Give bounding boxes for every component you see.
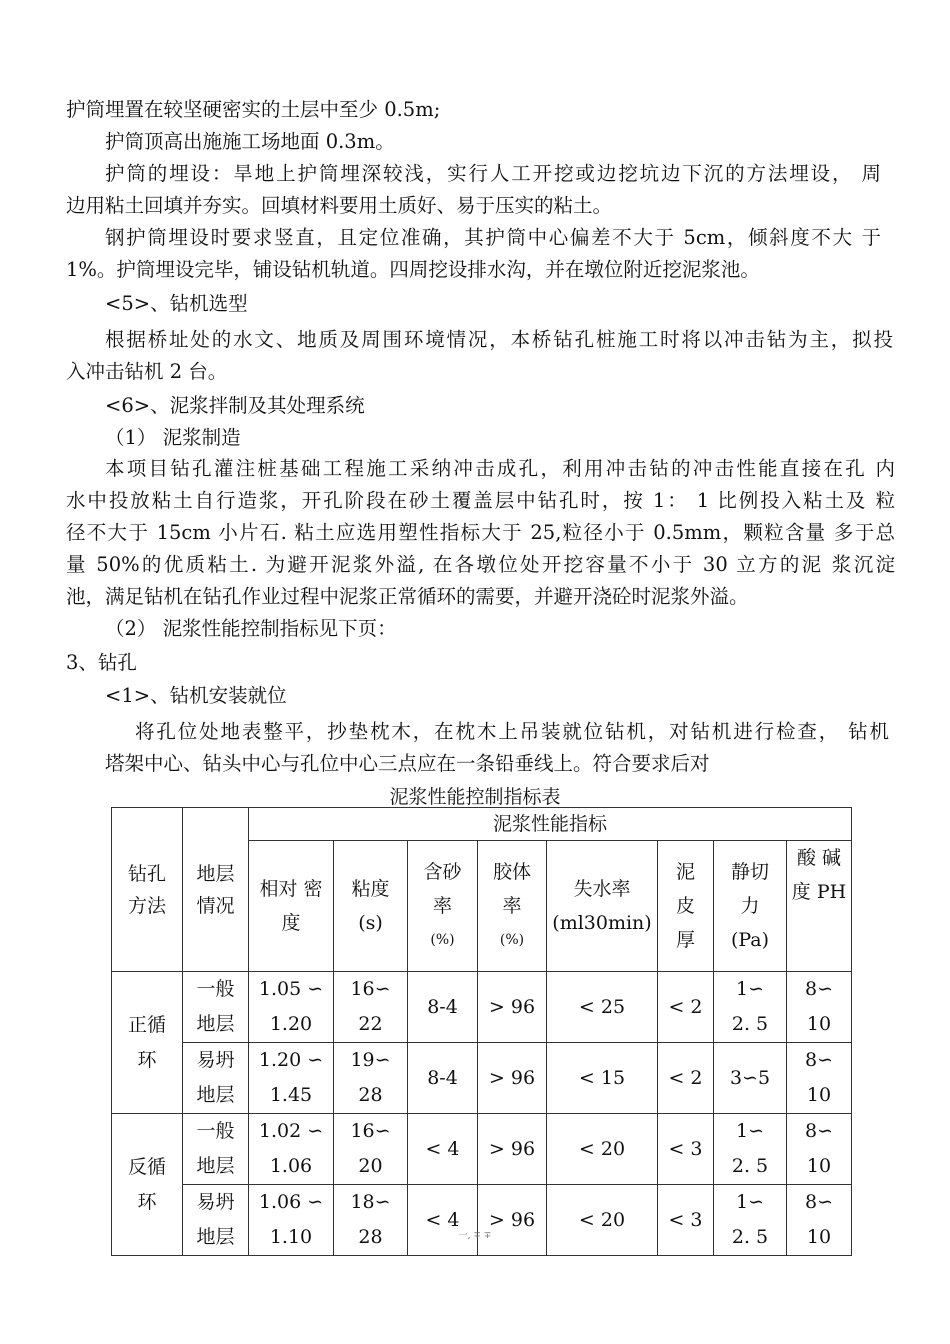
cell-method: 反循 环 bbox=[112, 1114, 183, 1256]
cell-viscosity: 19∽ 28 bbox=[334, 1043, 408, 1114]
cell-colloid: > 96 bbox=[478, 972, 547, 1043]
paragraph-line: 池，满足钻机在钻孔作业过程中泥浆正常循环的需要，并避开浇砼时泥浆外溢。 bbox=[66, 585, 749, 608]
cell-ph: 8∽ 10 bbox=[787, 1043, 852, 1114]
cell-shear: 3∽5 bbox=[714, 1043, 787, 1114]
cell-stratum: 易坍 地层 bbox=[183, 1043, 249, 1114]
paragraph-line: 护筒埋置在较坚硬密实的土层中至少 0.5m; bbox=[66, 98, 441, 121]
cell-ph: 8∽ 10 bbox=[787, 1114, 852, 1185]
paragraph-line: 边用粘土回填并夯实。回填材料要用土质好、易于压实的粘土。 bbox=[66, 194, 613, 217]
section-heading: <1>、钻机安装就位 bbox=[105, 684, 287, 707]
paragraph-line: 量 50%的优质粘土. 为避开泥浆外溢, 在各墩位处开挖容量不小于 30 立方的泥 浆沉淀 bbox=[66, 553, 895, 576]
section-heading: <5>、钻机选型 bbox=[105, 292, 248, 315]
cell-sand: < 4 bbox=[408, 1185, 478, 1256]
cell-sand: 8-4 bbox=[408, 1043, 478, 1114]
cell-cake: < 3 bbox=[658, 1185, 714, 1256]
subsection-heading: （1） 泥浆制造 bbox=[105, 426, 241, 449]
cell-sand: 8-4 bbox=[408, 972, 478, 1043]
paragraph-line: 护筒的埋设：旱地上护筒埋深较浅，实行人工开挖或边挖坑边下沉的方法埋设， 周 bbox=[105, 162, 881, 185]
cell-water-loss: < 20 bbox=[547, 1185, 658, 1256]
cell-viscosity: 18∽ 28 bbox=[334, 1185, 408, 1256]
paragraph-line: 水中投放粘土自行造浆，开孔阶段在砂土覆盖层中钻孔时，按 1： 1 比例投入粘土及 粒 bbox=[66, 489, 895, 512]
header-sand-content: 含砂 率 (%) bbox=[408, 841, 478, 972]
paragraph-line: 将孔位处地表整平，抄垫枕木，在枕木上吊装就位钻机，对钻机进行检查， 钻机 bbox=[135, 720, 889, 743]
mud-performance-table bbox=[111, 807, 852, 1256]
header-mud-performance: 泥浆性能指标 bbox=[249, 808, 852, 841]
cell-stratum: 一般 地层 bbox=[183, 1114, 249, 1185]
page-footer-mark: 一, ∓ ∓ bbox=[458, 1231, 492, 1241]
cell-density: 1.06 ∽ 1.10 bbox=[249, 1185, 334, 1256]
table-row bbox=[112, 1043, 852, 1114]
cell-method: 正循 环 bbox=[112, 972, 183, 1114]
paragraph-line: 钢护筒埋设时要求竖直，且定位准确，其护筒中心偏差不大于 5cm，倾斜度不大 于 bbox=[105, 226, 881, 249]
cell-shear: 1∽ 2. 5 bbox=[714, 1114, 787, 1185]
cell-viscosity: 16∽ 22 bbox=[334, 972, 408, 1043]
header-colloid-rate: 胶体 率 (%) bbox=[478, 841, 547, 972]
header-water-loss: 失水率 (ml30min) bbox=[547, 841, 658, 972]
cell-water-loss: < 15 bbox=[547, 1043, 658, 1114]
cell-density: 1.02 ∽ 1.06 bbox=[249, 1114, 334, 1185]
subsection-heading: （2） 泥浆性能控制指标见下页： bbox=[105, 617, 397, 640]
header-ph: 酸 碱 度 PH bbox=[787, 841, 852, 972]
paragraph-line: 护筒顶高出施施工场地面 0.3m。 bbox=[105, 130, 395, 153]
cell-colloid: > 96 bbox=[478, 1114, 547, 1185]
section-heading: <6>、泥浆拌制及其处理系统 bbox=[105, 394, 365, 417]
cell-viscosity: 16∽ 20 bbox=[334, 1114, 408, 1185]
paragraph-line: 根据桥址处的水文、地质及周围环境情况，本桥钻孔桩施工时将以冲击钻为主，拟投 bbox=[105, 328, 893, 351]
cell-ph: 8∽ 10 bbox=[787, 972, 852, 1043]
header-stratum: 地层 情况 bbox=[183, 808, 249, 972]
table-row bbox=[112, 972, 852, 1043]
table-caption: 泥浆性能控制指标表 bbox=[389, 786, 561, 808]
paragraph-line: 1%。护筒埋设完毕，铺设钻机轨道。四周挖设排水沟，并在墩位附近挖泥浆池。 bbox=[66, 258, 760, 281]
table-row bbox=[112, 1114, 852, 1185]
paragraph-line: 本项目钻孔灌注桩基础工程施工采纳冲击成孔，利用冲击钻的冲击性能直接在孔 内 bbox=[105, 457, 895, 480]
cell-colloid: > 96 bbox=[478, 1185, 547, 1256]
header-density: 相对 密 度 bbox=[249, 841, 334, 972]
cell-density: 1.20 ∽ 1.45 bbox=[249, 1043, 334, 1114]
cell-sand: < 4 bbox=[408, 1114, 478, 1185]
section-heading: 3、钻孔 bbox=[66, 651, 137, 674]
paragraph-line: 塔架中心、钻头中心与孔位中心三点应在一条铅垂线上。符合要求后对 bbox=[105, 752, 710, 775]
table-row bbox=[112, 1185, 852, 1256]
cell-water-loss: < 20 bbox=[547, 1114, 658, 1185]
paragraph-line: 入冲击钻机 2 台。 bbox=[66, 360, 228, 383]
header-mud-cake: 泥 皮 厚 bbox=[658, 841, 714, 972]
cell-shear: 1∽ 2. 5 bbox=[714, 1185, 787, 1256]
cell-shear: 1∽ 2. 5 bbox=[714, 972, 787, 1043]
cell-stratum: 一般 地层 bbox=[183, 972, 249, 1043]
cell-cake: < 2 bbox=[658, 972, 714, 1043]
cell-stratum: 易坍 地层 bbox=[183, 1185, 249, 1256]
cell-density: 1.05 ∽ 1.20 bbox=[249, 972, 334, 1043]
cell-water-loss: < 25 bbox=[547, 972, 658, 1043]
cell-cake: < 2 bbox=[658, 1043, 714, 1114]
header-static-shear: 静切 力 (Pa) bbox=[714, 841, 787, 972]
cell-ph: 8∽ 10 bbox=[787, 1185, 852, 1256]
header-viscosity: 粘度 (s) bbox=[334, 841, 408, 972]
cell-colloid: > 96 bbox=[478, 1043, 547, 1114]
cell-cake: < 3 bbox=[658, 1114, 714, 1185]
paragraph-line: 径不大于 15cm 小片石. 粘土应选用塑性指标大于 25,粒径小于 0.5mm，颗粒含量 多于总 bbox=[66, 521, 895, 544]
header-method: 钻孔 方法 bbox=[112, 808, 183, 972]
